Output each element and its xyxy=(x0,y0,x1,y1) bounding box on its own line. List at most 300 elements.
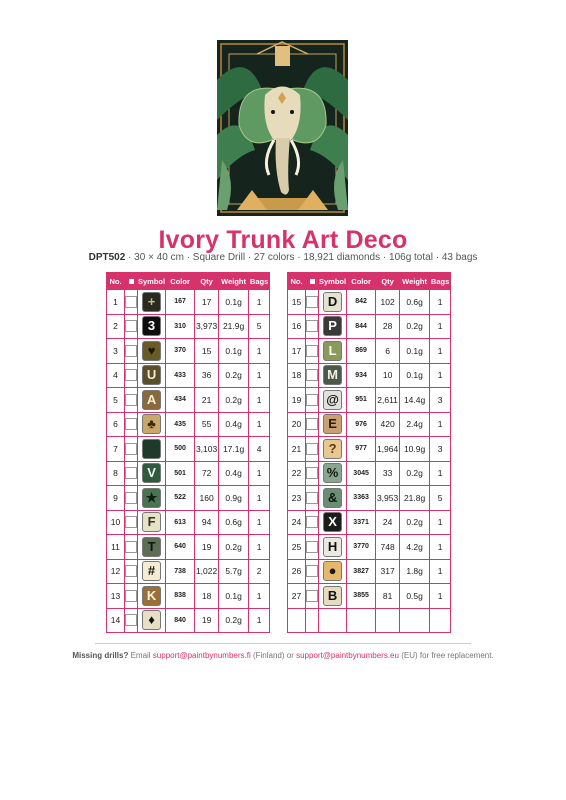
bags: 1 xyxy=(249,608,270,633)
quantity: 3,953 xyxy=(376,486,400,511)
table-row xyxy=(107,314,270,339)
symbol-cell xyxy=(138,388,166,413)
color-symbol: V xyxy=(142,463,161,483)
color-code: 840 xyxy=(166,608,195,633)
empty-cell xyxy=(430,608,451,633)
row-checkbox-cell xyxy=(125,363,138,388)
header-weight: Weight xyxy=(219,273,249,290)
quantity: 55 xyxy=(195,412,219,437)
table-row xyxy=(288,535,451,560)
quantity: 18 xyxy=(195,584,219,609)
row-checkbox-cell xyxy=(125,412,138,437)
header-bags: Bags xyxy=(249,273,270,290)
color-code: 838 xyxy=(166,584,195,609)
color-code: 500 xyxy=(166,437,195,462)
row-checkbox[interactable] xyxy=(306,492,318,504)
row-checkbox[interactable] xyxy=(306,369,318,381)
row-checkbox[interactable] xyxy=(306,394,318,406)
weight: 0.2g xyxy=(219,363,249,388)
table-row xyxy=(107,486,270,511)
weight: 0.1g xyxy=(219,584,249,609)
table-row xyxy=(288,461,451,486)
row-checkbox-cell xyxy=(306,412,319,437)
color-code: 951 xyxy=(347,388,376,413)
header-check xyxy=(125,273,138,290)
row-checkbox[interactable] xyxy=(125,541,137,553)
artwork-preview xyxy=(217,40,348,216)
row-checkbox[interactable] xyxy=(125,565,137,577)
color-symbol: P xyxy=(323,316,342,336)
row-number: 24 xyxy=(288,510,306,535)
row-checkbox-cell xyxy=(125,510,138,535)
empty-cell xyxy=(288,608,306,633)
table-row xyxy=(107,608,270,633)
row-checkbox-cell xyxy=(125,314,138,339)
row-number: 20 xyxy=(288,412,306,437)
row-checkbox-cell xyxy=(306,559,319,584)
bags: 1 xyxy=(249,535,270,560)
weight: 0.4g xyxy=(219,461,249,486)
color-code: 3371 xyxy=(347,510,376,535)
symbol-cell xyxy=(319,535,347,560)
row-checkbox-cell xyxy=(125,437,138,462)
row-checkbox-cell xyxy=(306,339,319,364)
empty-cell xyxy=(347,608,376,633)
color-symbol: F xyxy=(142,512,161,532)
color-code: 522 xyxy=(166,486,195,511)
weight: 14.4g xyxy=(400,388,430,413)
row-checkbox[interactable] xyxy=(306,467,318,479)
row-checkbox-cell xyxy=(306,437,319,462)
symbol-cell xyxy=(319,314,347,339)
row-checkbox-cell xyxy=(306,535,319,560)
weight: 0.1g xyxy=(400,339,430,364)
color-symbol: 3 xyxy=(142,316,161,336)
color-code: 640 xyxy=(166,535,195,560)
row-number: 10 xyxy=(107,510,125,535)
row-number: 4 xyxy=(107,363,125,388)
product-subtitle xyxy=(0,252,566,263)
row-number: 21 xyxy=(288,437,306,462)
symbol-cell xyxy=(319,461,347,486)
color-code: 613 xyxy=(166,510,195,535)
row-number: 23 xyxy=(288,486,306,511)
header-symbol: Symbol xyxy=(319,273,347,290)
table-row xyxy=(107,535,270,560)
row-checkbox-cell xyxy=(125,535,138,560)
weight: 2.4g xyxy=(400,412,430,437)
color-symbol: ? xyxy=(323,439,342,459)
row-checkbox[interactable] xyxy=(125,467,137,479)
bags: 3 xyxy=(430,437,451,462)
row-checkbox[interactable] xyxy=(125,418,137,430)
color-legend-table-right xyxy=(287,272,451,633)
quantity: 6 xyxy=(376,339,400,364)
quantity: 72 xyxy=(195,461,219,486)
header-weight: Weight xyxy=(400,273,430,290)
footer-text: (Finland) or xyxy=(250,651,297,660)
header-symbol: Symbol xyxy=(138,273,166,290)
weight: 0.6g xyxy=(400,290,430,315)
checkbox-icon xyxy=(129,279,134,284)
row-number: 7 xyxy=(107,437,125,462)
symbol-cell xyxy=(138,314,166,339)
row-checkbox[interactable] xyxy=(306,418,318,430)
color-code: 977 xyxy=(347,437,376,462)
symbol-cell xyxy=(138,535,166,560)
bags: 1 xyxy=(430,363,451,388)
row-number: 15 xyxy=(288,290,306,315)
table-row xyxy=(288,314,451,339)
symbol-cell xyxy=(319,486,347,511)
symbol-cell xyxy=(138,339,166,364)
quantity: 15 xyxy=(195,339,219,364)
bags: 1 xyxy=(430,290,451,315)
row-checkbox[interactable] xyxy=(125,345,137,357)
weight: 0.1g xyxy=(219,290,249,315)
color-symbol: H xyxy=(323,537,342,557)
header-qty: Qty xyxy=(195,273,219,290)
color-symbol: ♥ xyxy=(142,341,161,361)
bags: 1 xyxy=(249,486,270,511)
header-qty: Qty xyxy=(376,273,400,290)
row-checkbox[interactable] xyxy=(306,590,318,602)
row-number: 25 xyxy=(288,535,306,560)
row-checkbox-cell xyxy=(125,290,138,315)
header-color: Color xyxy=(166,273,195,290)
symbol-cell xyxy=(138,437,166,462)
quantity: 17 xyxy=(195,290,219,315)
bags: 1 xyxy=(249,290,270,315)
weight: 0.2g xyxy=(219,388,249,413)
weight: 0.2g xyxy=(219,535,249,560)
color-symbol: A xyxy=(142,390,161,410)
table-row xyxy=(107,290,270,315)
table-row xyxy=(107,584,270,609)
product-code: DPT502 xyxy=(88,252,126,263)
color-code: 3855 xyxy=(347,584,376,609)
row-checkbox[interactable] xyxy=(306,320,318,332)
row-checkbox[interactable] xyxy=(125,369,137,381)
color-code: 869 xyxy=(347,339,376,364)
weight: 0.2g xyxy=(219,608,249,633)
table-row xyxy=(107,559,270,584)
color-symbol: K xyxy=(142,586,161,606)
email-link-finland[interactable]: support@paintbynumbers.fi xyxy=(152,651,251,660)
empty-row xyxy=(288,608,451,633)
table-row xyxy=(288,510,451,535)
symbol-cell xyxy=(319,290,347,315)
symbol-cell xyxy=(138,584,166,609)
row-checkbox-cell xyxy=(306,388,319,413)
bags: 1 xyxy=(430,510,451,535)
quantity: 19 xyxy=(195,535,219,560)
row-checkbox[interactable] xyxy=(306,516,318,528)
header-check xyxy=(306,273,319,290)
row-checkbox[interactable] xyxy=(306,296,318,308)
quantity: 1,964 xyxy=(376,437,400,462)
symbol-cell xyxy=(138,608,166,633)
color-code: 434 xyxy=(166,388,195,413)
color-symbol xyxy=(142,439,161,459)
quantity: 36 xyxy=(195,363,219,388)
weight: 0.5g xyxy=(400,584,430,609)
color-code: 433 xyxy=(166,363,195,388)
footer-note xyxy=(0,651,566,660)
color-code: 167 xyxy=(166,290,195,315)
row-checkbox-cell xyxy=(306,486,319,511)
color-symbol: + xyxy=(142,292,161,312)
table-row xyxy=(288,363,451,388)
row-number: 14 xyxy=(107,608,125,633)
color-code: 844 xyxy=(347,314,376,339)
symbol-cell xyxy=(319,510,347,535)
bags: 1 xyxy=(430,584,451,609)
color-code: 3045 xyxy=(347,461,376,486)
row-number: 16 xyxy=(288,314,306,339)
color-symbol: D xyxy=(323,292,342,312)
symbol-cell xyxy=(319,339,347,364)
footer-label: Missing drills? xyxy=(72,651,129,660)
bags: 3 xyxy=(430,388,451,413)
bags: 4 xyxy=(249,437,270,462)
header-no: No. xyxy=(107,273,125,290)
bags: 1 xyxy=(249,412,270,437)
table-row xyxy=(288,388,451,413)
table-row xyxy=(288,584,451,609)
symbol-cell xyxy=(319,437,347,462)
weight: 0.1g xyxy=(400,363,430,388)
bags: 1 xyxy=(430,461,451,486)
quantity: 102 xyxy=(376,290,400,315)
row-number: 9 xyxy=(107,486,125,511)
checkbox-icon xyxy=(310,279,315,284)
weight: 0.2g xyxy=(400,510,430,535)
row-checkbox[interactable] xyxy=(306,345,318,357)
row-checkbox[interactable] xyxy=(306,565,318,577)
color-symbol: E xyxy=(323,414,342,434)
weight: 17.1g xyxy=(219,437,249,462)
bags: 1 xyxy=(249,363,270,388)
row-checkbox-cell xyxy=(125,608,138,633)
quantity: 1,022 xyxy=(195,559,219,584)
symbol-cell xyxy=(319,363,347,388)
weight: 21.8g xyxy=(400,486,430,511)
symbol-cell xyxy=(138,461,166,486)
row-number: 26 xyxy=(288,559,306,584)
symbol-cell xyxy=(319,559,347,584)
bags: 1 xyxy=(249,461,270,486)
table-row xyxy=(107,461,270,486)
quantity: 317 xyxy=(376,559,400,584)
color-code: 3363 xyxy=(347,486,376,511)
color-symbol: @ xyxy=(323,390,342,410)
row-number: 17 xyxy=(288,339,306,364)
color-code: 370 xyxy=(166,339,195,364)
row-checkbox-cell xyxy=(125,339,138,364)
quantity: 10 xyxy=(376,363,400,388)
color-symbol: L xyxy=(323,341,342,361)
footer-text: (EU) for free replacement. xyxy=(398,651,494,660)
row-checkbox[interactable] xyxy=(125,394,137,406)
row-checkbox-cell xyxy=(306,510,319,535)
row-number: 3 xyxy=(107,339,125,364)
quantity: 81 xyxy=(376,584,400,609)
symbol-cell xyxy=(319,388,347,413)
row-checkbox[interactable] xyxy=(125,296,137,308)
empty-cell xyxy=(376,608,400,633)
color-code: 435 xyxy=(166,412,195,437)
quantity: 748 xyxy=(376,535,400,560)
row-checkbox[interactable] xyxy=(125,443,137,455)
quantity: 420 xyxy=(376,412,400,437)
color-code: 3827 xyxy=(347,559,376,584)
table-row xyxy=(107,363,270,388)
weight: 0.2g xyxy=(400,461,430,486)
row-number: 6 xyxy=(107,412,125,437)
row-checkbox-cell xyxy=(306,584,319,609)
row-checkbox[interactable] xyxy=(306,443,318,455)
row-number: 18 xyxy=(288,363,306,388)
row-number: 22 xyxy=(288,461,306,486)
color-symbol: ♦ xyxy=(142,610,161,630)
weight: 0.6g xyxy=(219,510,249,535)
table-row xyxy=(107,339,270,364)
row-number: 8 xyxy=(107,461,125,486)
symbol-cell xyxy=(138,363,166,388)
bags: 1 xyxy=(430,412,451,437)
weight: 5.7g xyxy=(219,559,249,584)
table-row xyxy=(288,559,451,584)
bags: 1 xyxy=(249,510,270,535)
bags: 1 xyxy=(430,535,451,560)
quantity: 160 xyxy=(195,486,219,511)
color-legend-table-left xyxy=(106,272,270,633)
row-number: 12 xyxy=(107,559,125,584)
row-checkbox[interactable] xyxy=(125,320,137,332)
bags: 1 xyxy=(430,559,451,584)
row-checkbox-cell xyxy=(306,314,319,339)
quantity: 2,611 xyxy=(376,388,400,413)
color-symbol: T xyxy=(142,537,161,557)
row-checkbox-cell xyxy=(125,559,138,584)
row-checkbox[interactable] xyxy=(125,590,137,602)
symbol-cell xyxy=(138,290,166,315)
product-meta: · 30 × 40 cm · Square Drill · 27 colors · 18,921 diamonds · 106g total · 43 bags xyxy=(125,252,478,263)
row-number: 2 xyxy=(107,314,125,339)
color-symbol: U xyxy=(142,365,161,385)
table-row xyxy=(107,510,270,535)
header-bags: Bags xyxy=(430,273,451,290)
color-symbol: % xyxy=(323,463,342,483)
bags: 5 xyxy=(430,486,451,511)
symbol-cell xyxy=(319,412,347,437)
weight: 0.9g xyxy=(219,486,249,511)
color-code: 310 xyxy=(166,314,195,339)
row-number: 1 xyxy=(107,290,125,315)
row-checkbox[interactable] xyxy=(306,541,318,553)
table-row xyxy=(288,437,451,462)
header-no: No. xyxy=(288,273,306,290)
table-row xyxy=(107,388,270,413)
row-number: 27 xyxy=(288,584,306,609)
color-symbol: ★ xyxy=(142,488,161,508)
weight: 0.1g xyxy=(219,339,249,364)
quantity: 3,103 xyxy=(195,437,219,462)
bags: 5 xyxy=(249,314,270,339)
row-checkbox-cell xyxy=(125,584,138,609)
color-code: 3770 xyxy=(347,535,376,560)
row-number: 13 xyxy=(107,584,125,609)
color-code: 501 xyxy=(166,461,195,486)
symbol-cell xyxy=(138,412,166,437)
weight: 0.4g xyxy=(219,412,249,437)
row-checkbox[interactable] xyxy=(125,614,137,626)
quantity: 19 xyxy=(195,608,219,633)
bags: 1 xyxy=(249,388,270,413)
color-symbol: ● xyxy=(323,561,342,581)
table-row xyxy=(107,437,270,462)
row-checkbox[interactable] xyxy=(125,516,137,528)
row-checkbox-cell xyxy=(306,290,319,315)
bags: 1 xyxy=(430,339,451,364)
table-row xyxy=(107,412,270,437)
color-symbol: ♣ xyxy=(142,414,161,434)
table-row xyxy=(288,290,451,315)
row-checkbox-cell xyxy=(306,461,319,486)
color-code: 842 xyxy=(347,290,376,315)
bags: 1 xyxy=(430,314,451,339)
weight: 0.2g xyxy=(400,314,430,339)
empty-cell xyxy=(306,608,319,633)
row-number: 19 xyxy=(288,388,306,413)
quantity: 21 xyxy=(195,388,219,413)
table-row xyxy=(288,339,451,364)
symbol-cell xyxy=(319,584,347,609)
row-checkbox[interactable] xyxy=(125,492,137,504)
color-symbol: B xyxy=(323,586,342,606)
row-number: 5 xyxy=(107,388,125,413)
row-number: 11 xyxy=(107,535,125,560)
color-symbol: & xyxy=(323,488,342,508)
table-row xyxy=(288,412,451,437)
empty-cell xyxy=(400,608,430,633)
color-symbol: M xyxy=(323,365,342,385)
quantity: 24 xyxy=(376,510,400,535)
empty-cell xyxy=(319,608,347,633)
color-code: 976 xyxy=(347,412,376,437)
symbol-cell xyxy=(138,559,166,584)
quantity: 3,973 xyxy=(195,314,219,339)
row-checkbox-cell xyxy=(125,388,138,413)
weight: 21.9g xyxy=(219,314,249,339)
weight: 10.9g xyxy=(400,437,430,462)
row-checkbox-cell xyxy=(125,461,138,486)
quantity: 28 xyxy=(376,314,400,339)
quantity: 94 xyxy=(195,510,219,535)
color-code: 934 xyxy=(347,363,376,388)
header-color: Color xyxy=(347,273,376,290)
page-title: Ivory Trunk Art Deco xyxy=(158,226,408,254)
footer-divider xyxy=(95,643,471,644)
quantity: 33 xyxy=(376,461,400,486)
row-checkbox-cell xyxy=(125,486,138,511)
weight: 4.2g xyxy=(400,535,430,560)
footer-text: Email xyxy=(128,651,153,660)
email-link-eu[interactable]: support@paintbynumbers.eu xyxy=(296,651,399,660)
symbol-cell xyxy=(138,486,166,511)
color-symbol: X xyxy=(323,512,342,532)
